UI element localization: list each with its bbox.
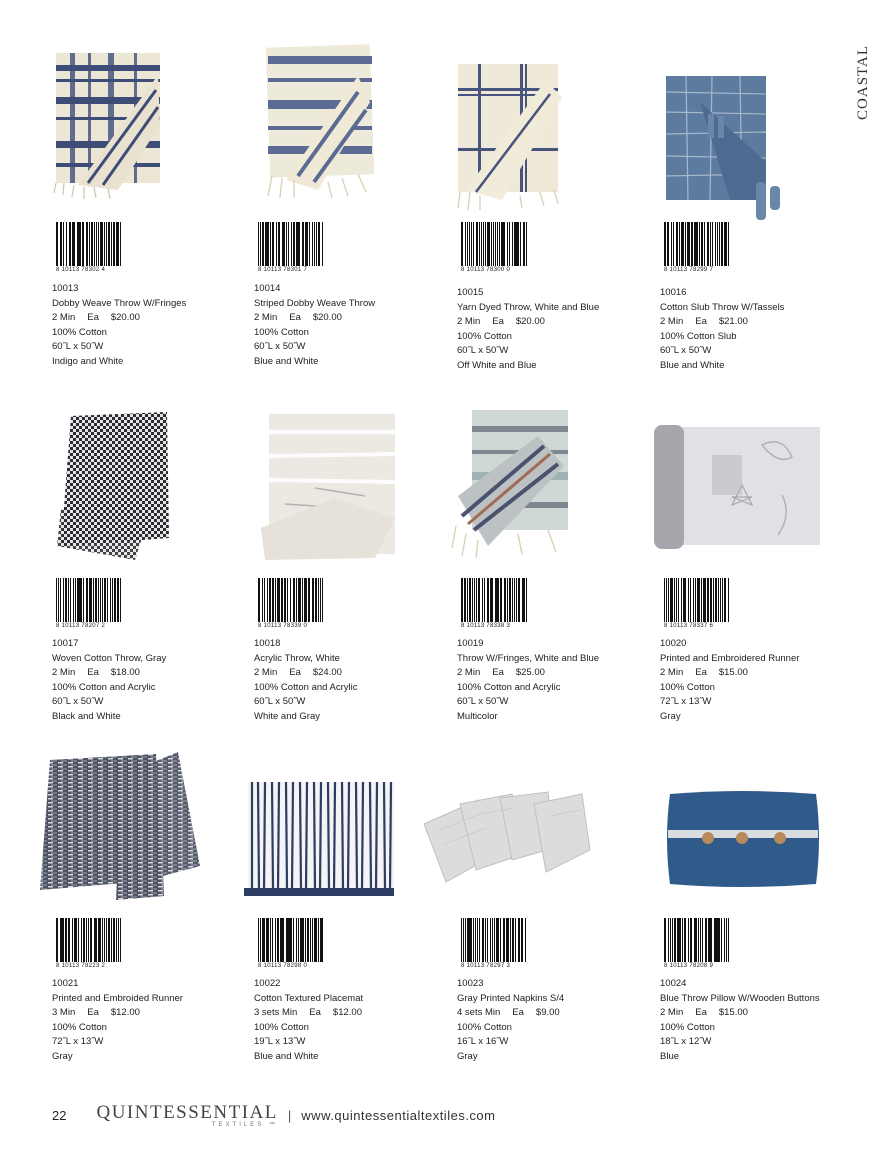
product-min: 2 Min <box>52 312 76 324</box>
barcode-number: 8 10113 78339 0 <box>258 623 308 629</box>
product-price-row <box>457 1006 572 1021</box>
barcode-bars <box>258 578 324 622</box>
barcode-bars <box>461 918 527 962</box>
product-name: Woven Cotton Throw, Gray <box>52 652 167 664</box>
product-color: White and Gray <box>254 710 320 722</box>
product-sku: 10019 <box>457 638 484 649</box>
product-info <box>457 977 572 1065</box>
product-price-row <box>660 666 799 681</box>
barcode <box>664 918 730 969</box>
product-image-10020 <box>652 425 822 550</box>
barcode-bars <box>56 918 122 962</box>
product-material: 100% Cotton and Acrylic <box>254 681 358 693</box>
product-price: $20.00 <box>312 312 342 324</box>
product-min: 4 sets Min <box>457 1007 501 1019</box>
barcode-number: 8 10113 78302 4 <box>56 267 106 273</box>
product-unit: Ea <box>87 667 99 679</box>
brand-logo-name: QUINTESSENTIAL <box>96 1102 278 1123</box>
product-name: Printed and Embroided Runner <box>52 992 183 1004</box>
product-price-row <box>52 1006 183 1021</box>
product-color: Off White and Blue <box>457 359 537 371</box>
barcode-bars <box>664 578 730 622</box>
product-image-10013 <box>48 45 168 205</box>
product-name: Printed and Embroidered Runner <box>660 652 800 664</box>
product-unit: Ea <box>309 1007 321 1019</box>
product-min: 2 Min <box>52 667 76 679</box>
product-color: Multicolor <box>457 710 498 722</box>
product-info <box>457 637 599 725</box>
product-unit: Ea <box>695 667 707 679</box>
product-min: 3 Min <box>52 1007 76 1019</box>
product-color: Blue and White <box>254 355 319 367</box>
product-price-row <box>52 666 166 681</box>
barcode-number: 8 10113 78207 2 <box>56 623 106 629</box>
product-unit: Ea <box>512 1007 524 1019</box>
product-price: $20.00 <box>110 312 140 324</box>
product-sku: 10014 <box>254 283 281 294</box>
product-info <box>660 637 799 725</box>
product-image-10023 <box>420 790 595 890</box>
brand-logo-tm: ™ <box>268 1122 278 1128</box>
product-color: Indigo and White <box>52 355 124 367</box>
section-tag: COASTAL <box>855 45 871 120</box>
product-price-row <box>254 1006 374 1021</box>
product-material: 100% Cotton <box>254 1021 309 1033</box>
product-image-10022 <box>242 780 397 900</box>
product-unit: Ea <box>289 312 301 324</box>
product-price-row <box>254 666 358 681</box>
product-size: 60˝L x 50˝W <box>254 341 306 353</box>
product-unit: Ea <box>87 312 99 324</box>
product-name: Acrylic Throw, White <box>254 652 340 664</box>
product-min: 2 Min <box>254 312 278 324</box>
product-sku: 10015 <box>457 287 484 298</box>
product-price: $12.00 <box>332 1007 362 1019</box>
product-sku: 10024 <box>660 978 687 989</box>
product-info <box>254 637 358 725</box>
product-size: 60˝L x 50˝W <box>254 696 306 708</box>
barcode <box>258 222 324 273</box>
barcode-bars <box>461 222 527 266</box>
product-info <box>660 286 784 374</box>
product-price-row <box>660 1006 820 1021</box>
product-material: 100% Cotton and Acrylic <box>457 681 561 693</box>
product-info <box>52 637 166 725</box>
product-min: 2 Min <box>254 667 278 679</box>
product-sku: 10021 <box>52 978 79 989</box>
barcode-bars <box>664 222 730 266</box>
product-sku: 10018 <box>254 638 281 649</box>
product-color: Blue and White <box>660 359 725 371</box>
product-unit: Ea <box>492 667 504 679</box>
product-sku: 10013 <box>52 283 79 294</box>
product-unit: Ea <box>695 316 707 328</box>
product-name: Gray Printed Napkins S/4 <box>457 992 565 1004</box>
product-sku: 10020 <box>660 638 687 649</box>
product-min: 2 Min <box>457 667 481 679</box>
page-footer <box>52 1102 496 1128</box>
barcode <box>56 918 122 969</box>
barcode <box>56 578 122 629</box>
product-min: 2 Min <box>660 667 684 679</box>
barcode-bars <box>258 918 324 962</box>
product-min: 2 Min <box>660 316 684 328</box>
product-image-10016 <box>660 72 795 227</box>
product-material: 100% Cotton and Acrylic <box>52 681 156 693</box>
product-min: 2 Min <box>457 316 481 328</box>
barcode-number: 8 10113 78208 9 <box>664 963 714 969</box>
product-size: 72˝L x 13˝W <box>52 1036 104 1048</box>
product-info <box>660 977 820 1065</box>
brand-logo <box>96 1102 277 1128</box>
product-material: 100% Cotton <box>457 330 512 342</box>
product-material: 100% Cotton <box>52 1021 107 1033</box>
barcode <box>461 578 527 629</box>
product-price: $21.00 <box>718 316 748 328</box>
barcode-number: 8 10113 78298 0 <box>258 963 308 969</box>
product-sku: 10023 <box>457 978 484 989</box>
barcode-number: 8 10113 78299 7 <box>664 267 714 273</box>
product-price: $9.00 <box>535 1007 560 1019</box>
product-material: 100% Cotton <box>254 326 309 338</box>
product-price-row <box>457 666 599 681</box>
barcode <box>664 222 730 273</box>
product-color: Gray <box>52 1050 73 1062</box>
product-info <box>254 977 374 1065</box>
product-price: $15.00 <box>718 667 748 679</box>
product-image-10024 <box>662 788 822 890</box>
product-size: 60˝L x 50˝W <box>457 345 509 357</box>
product-info <box>254 282 375 370</box>
barcode-bars <box>56 578 122 622</box>
product-name: Dobby Weave Throw W/Fringes <box>52 297 187 309</box>
barcode-number: 8 10113 78301 7 <box>258 267 308 273</box>
product-size: 60˝L x 50˝W <box>52 341 104 353</box>
product-color: Gray <box>457 1050 478 1062</box>
product-unit: Ea <box>289 667 301 679</box>
footer-separator: | <box>287 1107 292 1123</box>
barcode <box>461 918 527 969</box>
barcode <box>56 222 122 273</box>
barcode-number: 8 10113 78300 0 <box>461 267 511 273</box>
product-size: 60˝L x 50˝W <box>457 696 509 708</box>
barcode <box>664 578 730 629</box>
product-material: 100% Cotton Slub <box>660 330 737 342</box>
product-image-10019 <box>448 406 573 561</box>
product-material: 100% Cotton <box>52 326 107 338</box>
product-name: Striped Dobby Weave Throw <box>254 297 376 309</box>
product-size: 16˝L x 16˝W <box>457 1036 509 1048</box>
product-min: 2 Min <box>660 1007 684 1019</box>
product-name: Blue Throw Pillow W/Wooden Buttons <box>660 992 820 1004</box>
barcode-bars <box>56 222 122 266</box>
product-name: Cotton Textured Placemat <box>254 992 364 1004</box>
product-info <box>52 977 183 1065</box>
product-unit: Ea <box>87 1007 99 1019</box>
brand-logo-sub: TEXTILES <box>211 1122 265 1128</box>
barcode <box>258 578 324 629</box>
product-size: 60˝L x 50˝W <box>660 345 712 357</box>
barcode-number: 8 10113 78338 3 <box>461 623 511 629</box>
product-sku: 10016 <box>660 287 687 298</box>
product-sku: 10022 <box>254 978 281 989</box>
product-price: $12.00 <box>110 1007 140 1019</box>
product-price: $18.00 <box>110 667 140 679</box>
product-price-row <box>254 311 375 326</box>
product-name: Cotton Slub Throw W/Tassels <box>660 301 785 313</box>
product-sku: 10017 <box>52 638 79 649</box>
barcode-number: 8 10113 78337 6 <box>664 623 714 629</box>
product-price-row <box>457 315 599 330</box>
product-image-10014 <box>258 42 378 202</box>
product-size: 72˝L x 13˝W <box>660 696 712 708</box>
product-image-10021 <box>38 750 203 902</box>
barcode-bars <box>258 222 324 266</box>
product-material: 100% Cotton <box>457 1021 512 1033</box>
product-material: 100% Cotton <box>660 1021 715 1033</box>
product-image-10017 <box>55 408 175 566</box>
product-min: 3 sets Min <box>254 1007 298 1019</box>
product-color: Blue and White <box>254 1050 319 1062</box>
product-unit: Ea <box>492 316 504 328</box>
product-name: Throw W/Fringes, White and Blue <box>457 652 600 664</box>
product-material: 100% Cotton <box>660 681 715 693</box>
product-size: 18˝L x 12˝W <box>660 1036 712 1048</box>
product-price: $24.00 <box>312 667 342 679</box>
barcode <box>258 918 324 969</box>
product-name: Yarn Dyed Throw, White and Blue <box>457 301 600 313</box>
product-color: Black and White <box>52 710 121 722</box>
product-info <box>457 286 599 374</box>
product-price: $25.00 <box>515 667 545 679</box>
product-color: Gray <box>660 710 681 722</box>
product-price-row <box>52 311 186 326</box>
product-price: $15.00 <box>718 1007 748 1019</box>
product-unit: Ea <box>695 1007 707 1019</box>
product-color: Blue <box>660 1050 680 1062</box>
product-info <box>52 282 186 370</box>
product-size: 60˝L x 50˝W <box>52 696 104 708</box>
barcode-number: 8 10113 78297 3 <box>461 963 511 969</box>
website-link[interactable]: www.quintessentialtextiles.com <box>301 1107 496 1123</box>
barcode-number: 8 10113 78223 2 <box>56 963 106 969</box>
page-number: 22 <box>52 1107 67 1123</box>
product-image-10018 <box>255 408 400 563</box>
product-price-row <box>660 315 784 330</box>
barcode <box>461 222 527 273</box>
product-size: 19˝L x 13˝W <box>254 1036 306 1048</box>
product-image-10015 <box>450 58 570 213</box>
barcode-bars <box>461 578 527 622</box>
product-price: $20.00 <box>515 316 545 328</box>
barcode-bars <box>664 918 730 962</box>
